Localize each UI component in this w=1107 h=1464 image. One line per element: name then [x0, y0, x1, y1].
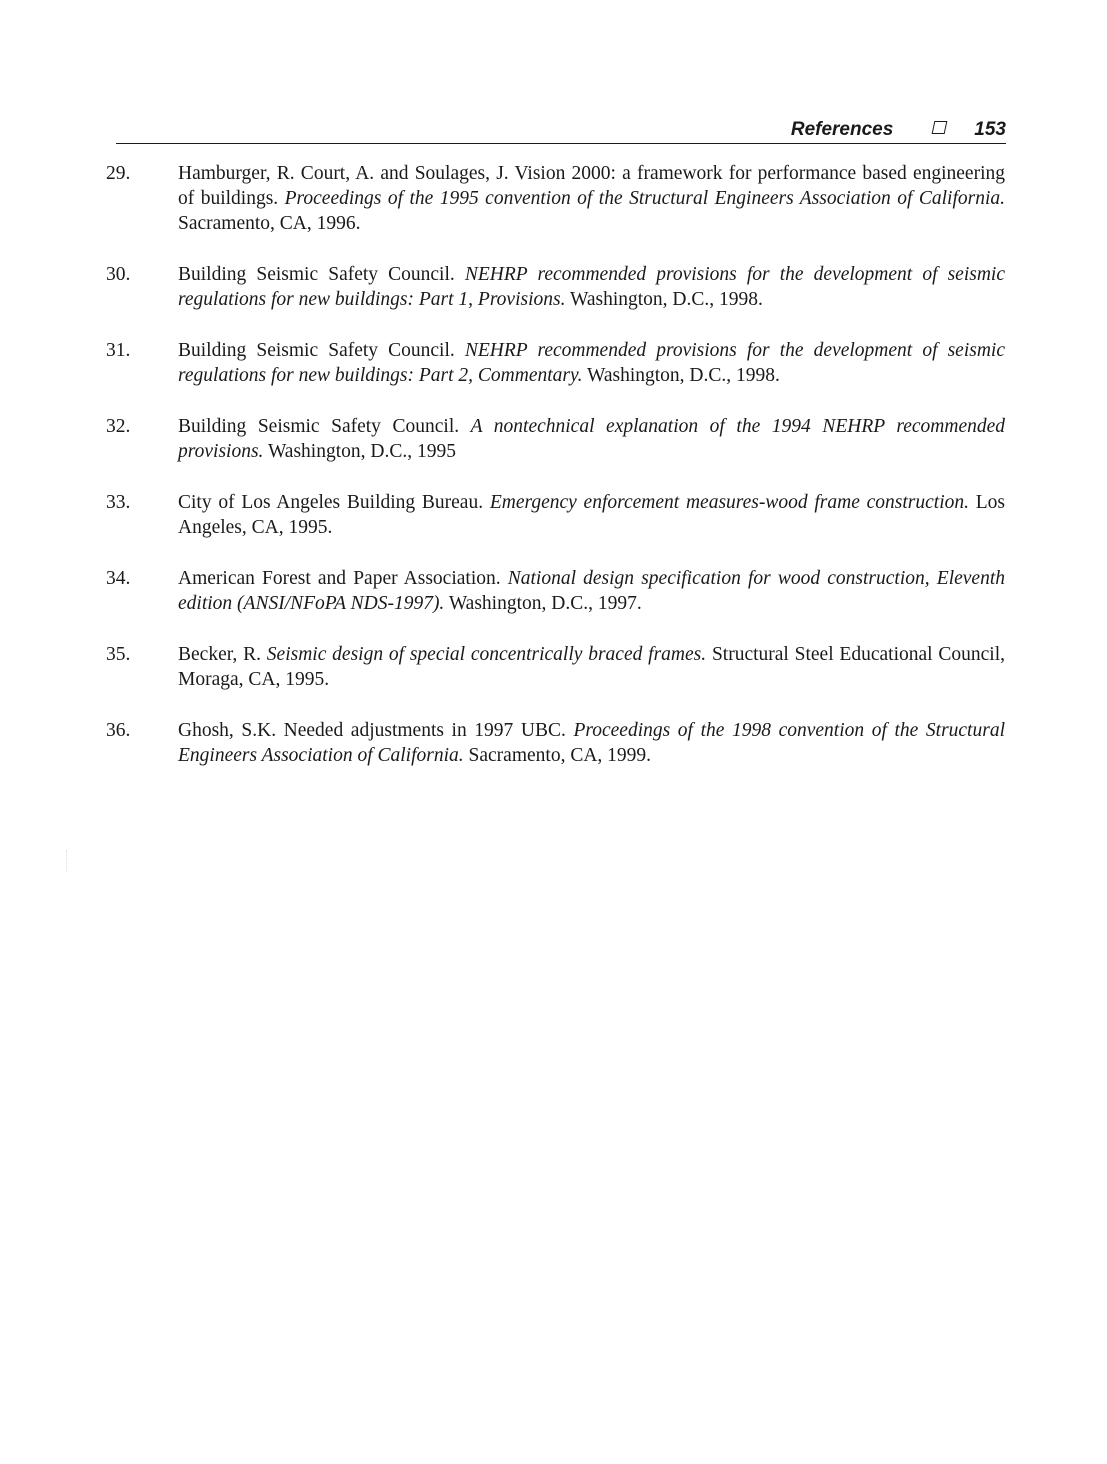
- reference-title: National design specification for wood construction, Eleventh edition (ANSI/NFoPA NDS-1997).: [178, 568, 1005, 614]
- reference-title: Emergency enforcement measures-wood frame construction.: [489, 492, 969, 513]
- reference-segment: City of Los Angeles Building Bureau.: [178, 492, 490, 513]
- reference-number: 33.: [106, 492, 131, 513]
- reference-text: [178, 161, 1005, 236]
- reference-segment: Washington, D.C., 1995: [263, 441, 456, 462]
- reference-number: 34.: [106, 568, 131, 589]
- reference-item: [100, 338, 1005, 388]
- reference-segment: Hamburger, R. Court, A. and Soulages, J. Vision 2000: a framework for performance based engineering of buildings.: [178, 163, 1005, 209]
- reference-text: [178, 490, 1005, 540]
- reference-title: A nontechnical explanation of the 1994 NEHRP recommended provisions.: [178, 416, 1006, 462]
- reference-number: 36.: [106, 720, 131, 741]
- reference-segment: Los Angeles, CA, 1995.: [178, 492, 1005, 538]
- reference-number: 32.: [106, 416, 131, 437]
- reference-segment: Washington, D.C., 1998.: [582, 365, 780, 386]
- header-rule: [116, 143, 1006, 144]
- reference-segment: Building Seismic Safety Council.: [178, 416, 471, 437]
- reference-segment: Washington, D.C., 1997.: [444, 593, 642, 614]
- reference-item: [100, 642, 1005, 692]
- reference-item: [100, 490, 1005, 540]
- reference-text: [178, 262, 1005, 312]
- reference-item: [100, 414, 1005, 464]
- reference-item: [100, 262, 1005, 312]
- reference-text: [178, 338, 1005, 388]
- reference-segment: American Forest and Paper Association.: [178, 568, 508, 589]
- reference-segment: Washington, D.C., 1998.: [565, 289, 763, 310]
- reference-number: 30.: [106, 264, 131, 285]
- reference-text: [178, 642, 1005, 692]
- reference-segment: Sacramento, CA, 1999.: [463, 745, 652, 766]
- reference-title: Proceedings of the 1995 convention of the Structural Engineers Association of California.: [284, 188, 1005, 209]
- reference-segment: Sacramento, CA, 1996.: [178, 213, 361, 234]
- reference-title: Seismic design of special concentrically braced frames.: [266, 644, 707, 665]
- reference-segment: Structural Steel Educational Council, Moraga, CA, 1995.: [178, 644, 1005, 690]
- reference-segment: Ghosh, S.K. Needed adjustments in 1997 UBC.: [178, 720, 574, 741]
- reference-text: [178, 566, 1005, 616]
- reference-segment: Building Seismic Safety Council.: [178, 340, 465, 361]
- reference-number: 35.: [106, 644, 131, 665]
- reference-item: [100, 566, 1005, 616]
- reference-item: [100, 718, 1005, 768]
- scan-mark: [66, 850, 71, 872]
- reference-item: [100, 161, 1005, 236]
- reference-title: NEHRP recommended provisions for the development of seismic regulations for new buildings: Part 2, Commentary.: [178, 340, 1005, 386]
- reference-text: [178, 414, 1005, 464]
- running-header: [116, 118, 1006, 144]
- reference-number: 31.: [106, 340, 131, 361]
- header-title: References: [790, 119, 894, 140]
- reference-segment: Building Seismic Safety Council.: [178, 264, 465, 285]
- page-number: 153: [974, 119, 1006, 140]
- reference-title: NEHRP recommended provisions for the development of seismic regulations for new buildings: Part 1, Provisions.: [178, 264, 1005, 310]
- reference-list: [100, 161, 1005, 794]
- square-icon: [932, 121, 948, 134]
- header-right: [791, 118, 1006, 142]
- reference-title: Proceedings of the 1998 convention of the Structural Engineers Association of California.: [178, 720, 1005, 766]
- reference-segment: Becker, R.: [178, 644, 267, 665]
- reference-text: [178, 718, 1005, 768]
- reference-number: 29.: [106, 163, 131, 184]
